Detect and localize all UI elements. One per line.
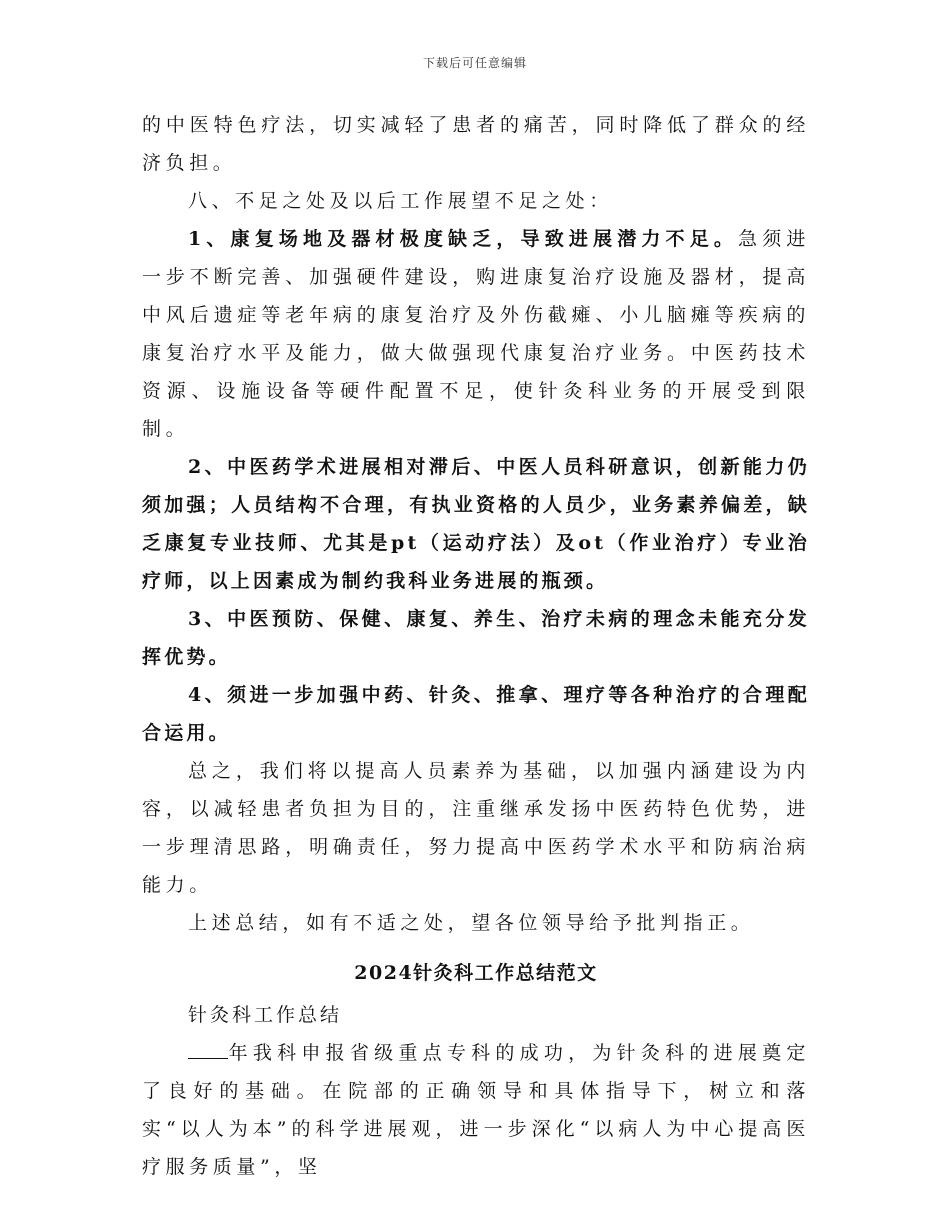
list-item-3: 3、中医预防、保健、康复、养生、治疗未病的理念未能充分发挥优势。 (142, 608, 810, 668)
paragraph-continuation: 的中医特色疗法，切实减轻了患者的痛苦，同时降低了群众的经济负担。 (142, 114, 810, 174)
document-subtitle: 针灸科工作总结 (188, 1004, 343, 1026)
document-body (142, 106, 810, 1186)
list-item-4: 4、须进一步加强中药、针灸、推拿、理疗等各种治疗的合理配合运用。 (142, 684, 810, 744)
list-item-1-lead: 1、康复场地及器材极度缺乏，导致进展潜力不足。 (188, 228, 739, 250)
closing-paragraph: 上述总结，如有不适之处，望各位领导给予批判指正。 (188, 912, 755, 934)
list-item-1 (142, 220, 810, 448)
section-heading-8: 八、不足之处及以后工作展望不足之处： (188, 190, 613, 212)
page-header: 下载后可任意编辑 (422, 56, 527, 70)
blank-underline (188, 1036, 228, 1059)
list-item-2: 2、中医药学术进展相对滞后、中医人员科研意识，创新能力仍须加强；人员结构不合理，有执业资格的人员少，业务素养偏差，缺乏康复专业技师、尤其是pt（运动疗法）及ot（作业治疗）专业治疗师，以上因素成为制约我科业务进展的瓶颈。 (142, 456, 810, 592)
list-item-1-body: 急须进一步不断完善、加强硬件建设，购进康复治疗设施及器材，提高中风后遗症等老年病的康复治疗及外伤截瘫、小儿脑瘫等疾病的康复治疗水平及能力，做大做强现代康复治疗业务。中医药技术资源、设施设备等硬件配置不足，使针灸科业务的开展受到限制。 (142, 228, 810, 440)
document-title: 2024针灸科工作总结范文 (354, 962, 598, 984)
summary-paragraph: 总之，我们将以提高人员素养为基础，以加强内涵建设为内容，以减轻患者负担为目的，注重继承发扬中医药特色优势，进一步理清思路，明确责任，努力提高中医药学术水平和防病治病能力。 (142, 760, 810, 896)
next-paragraph-text: 年我科申报省级重点专科的成功，为针灸科的进展奠定了良好的基础。在院部的正确领导和具体指导下，树立和落实“以人为本”的科学进展观，进一步深化“以病人为中心提高医疗服务质量”，坚 (142, 1042, 810, 1178)
next-paragraph (142, 1034, 810, 1186)
